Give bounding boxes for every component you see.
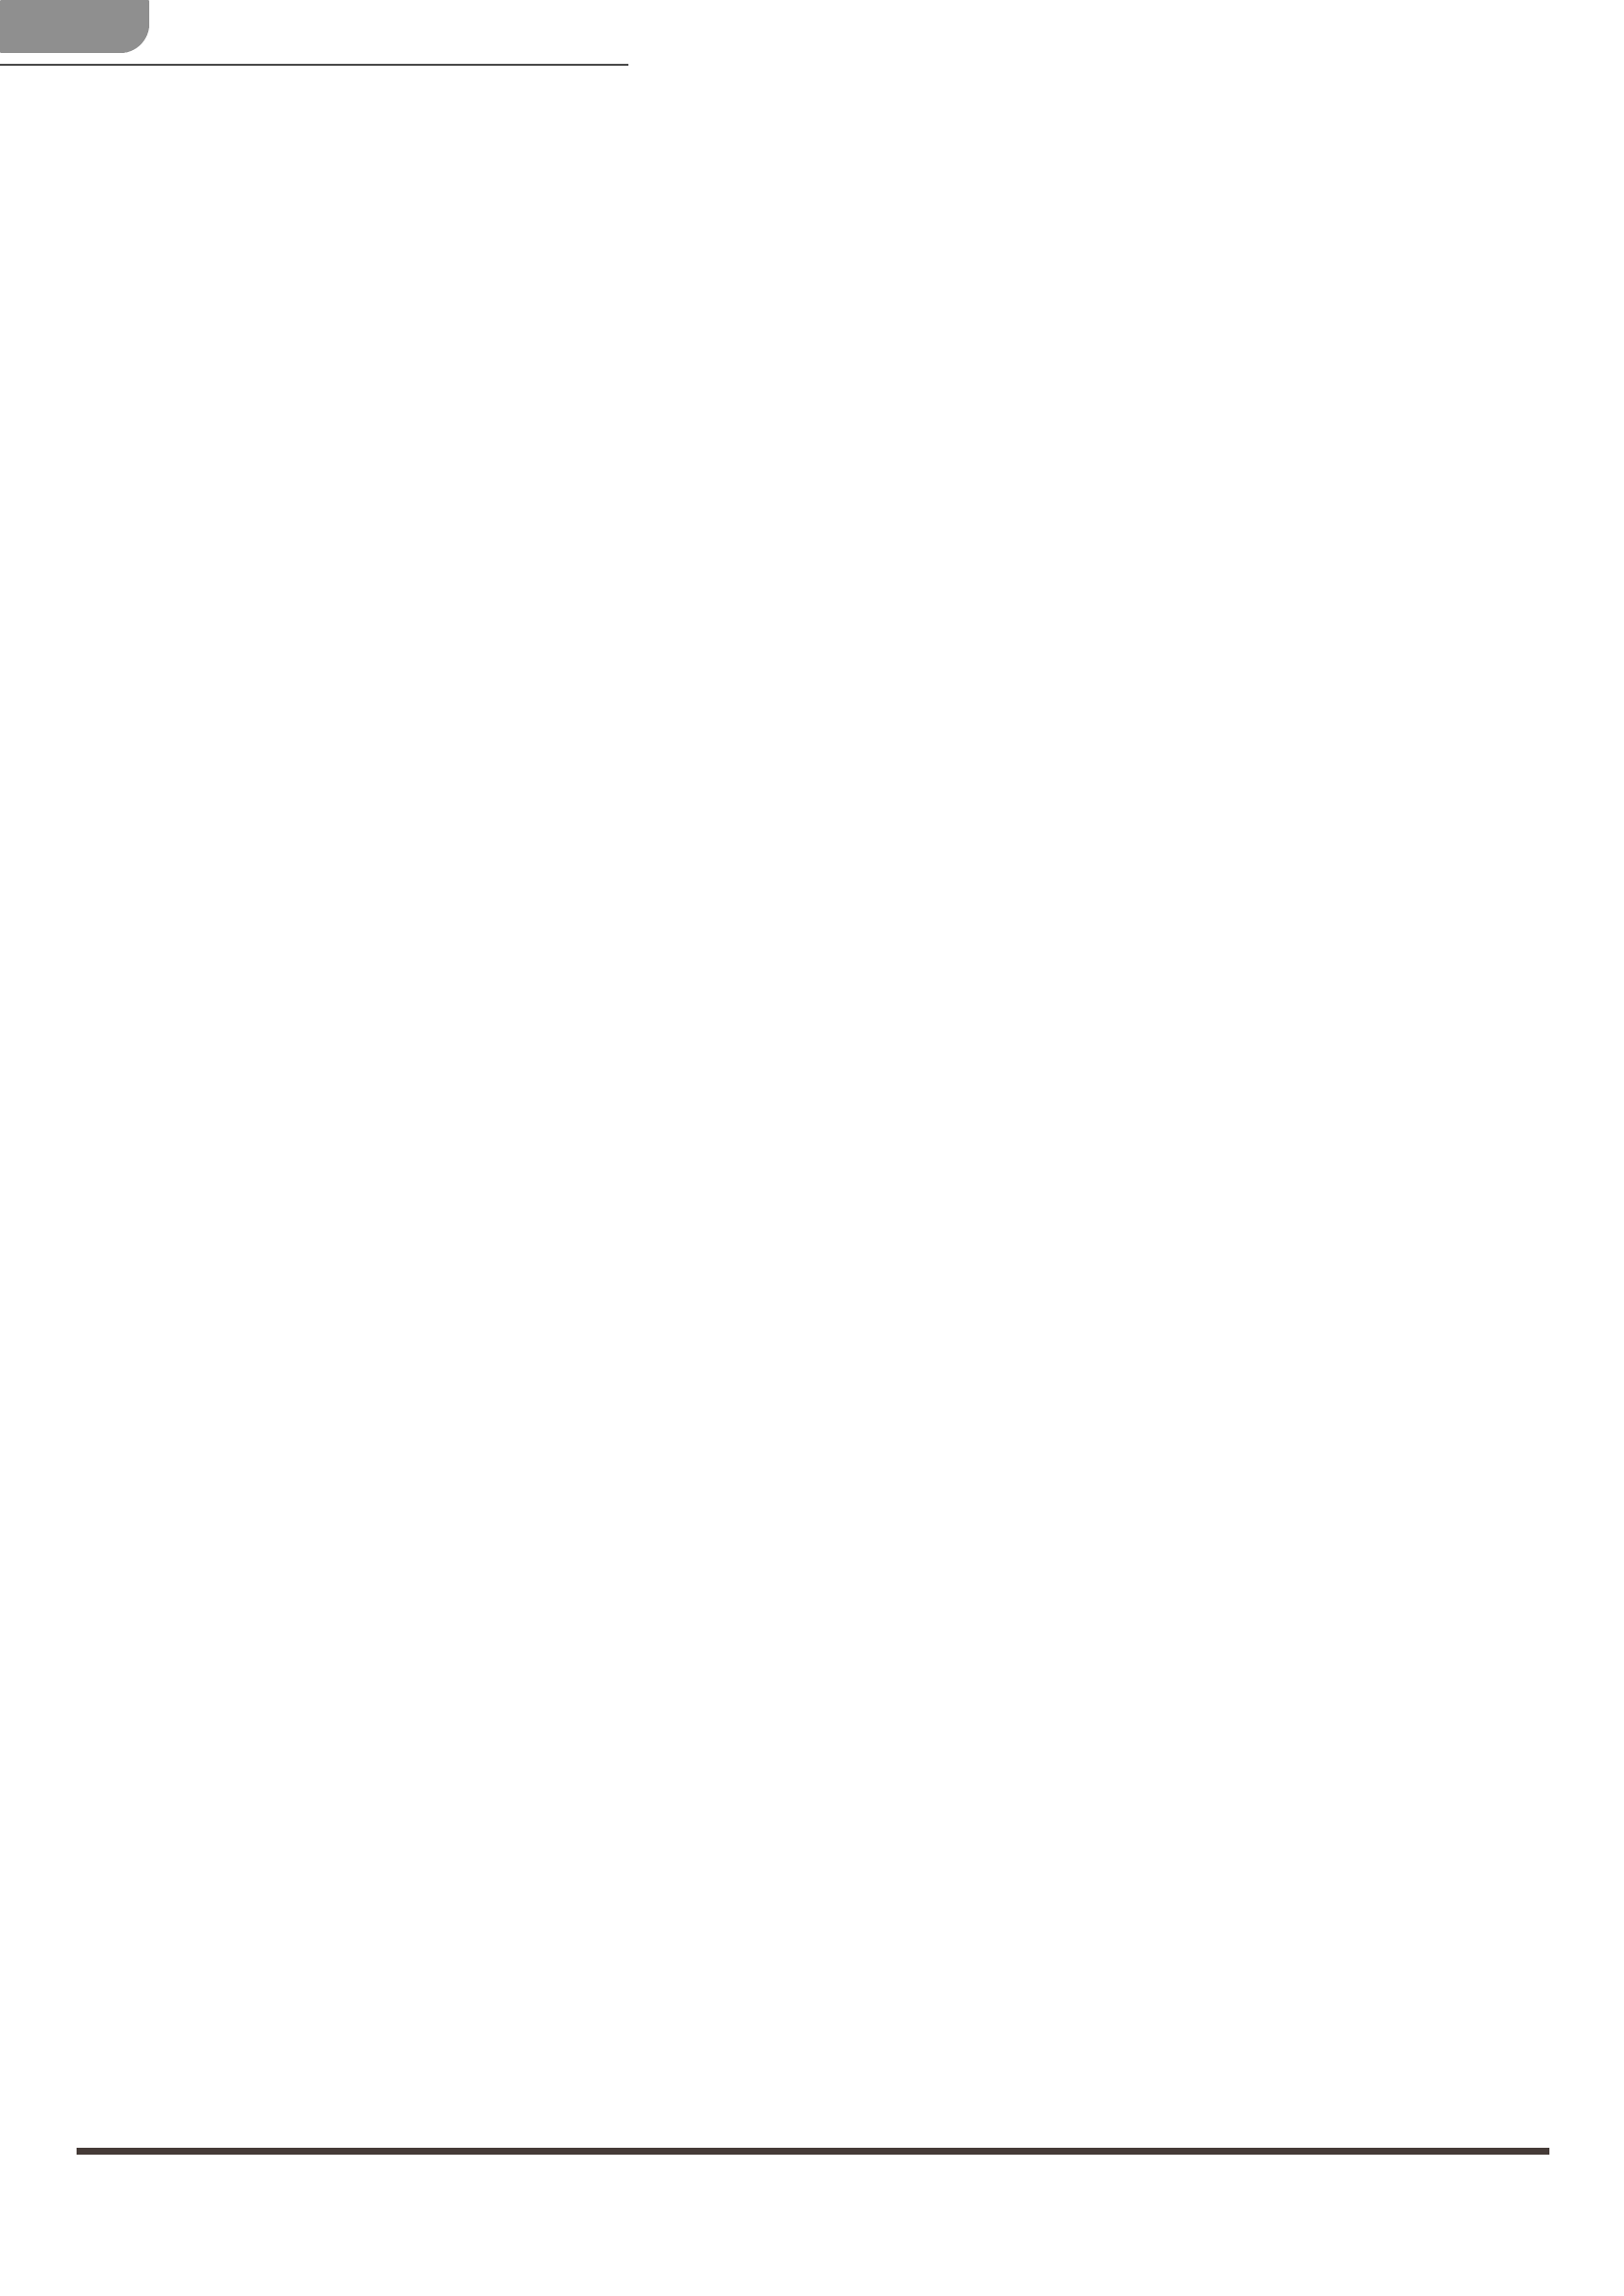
- figure-chart-fig6: [0, 0, 295, 147]
- footer-rule: [77, 2148, 1549, 2155]
